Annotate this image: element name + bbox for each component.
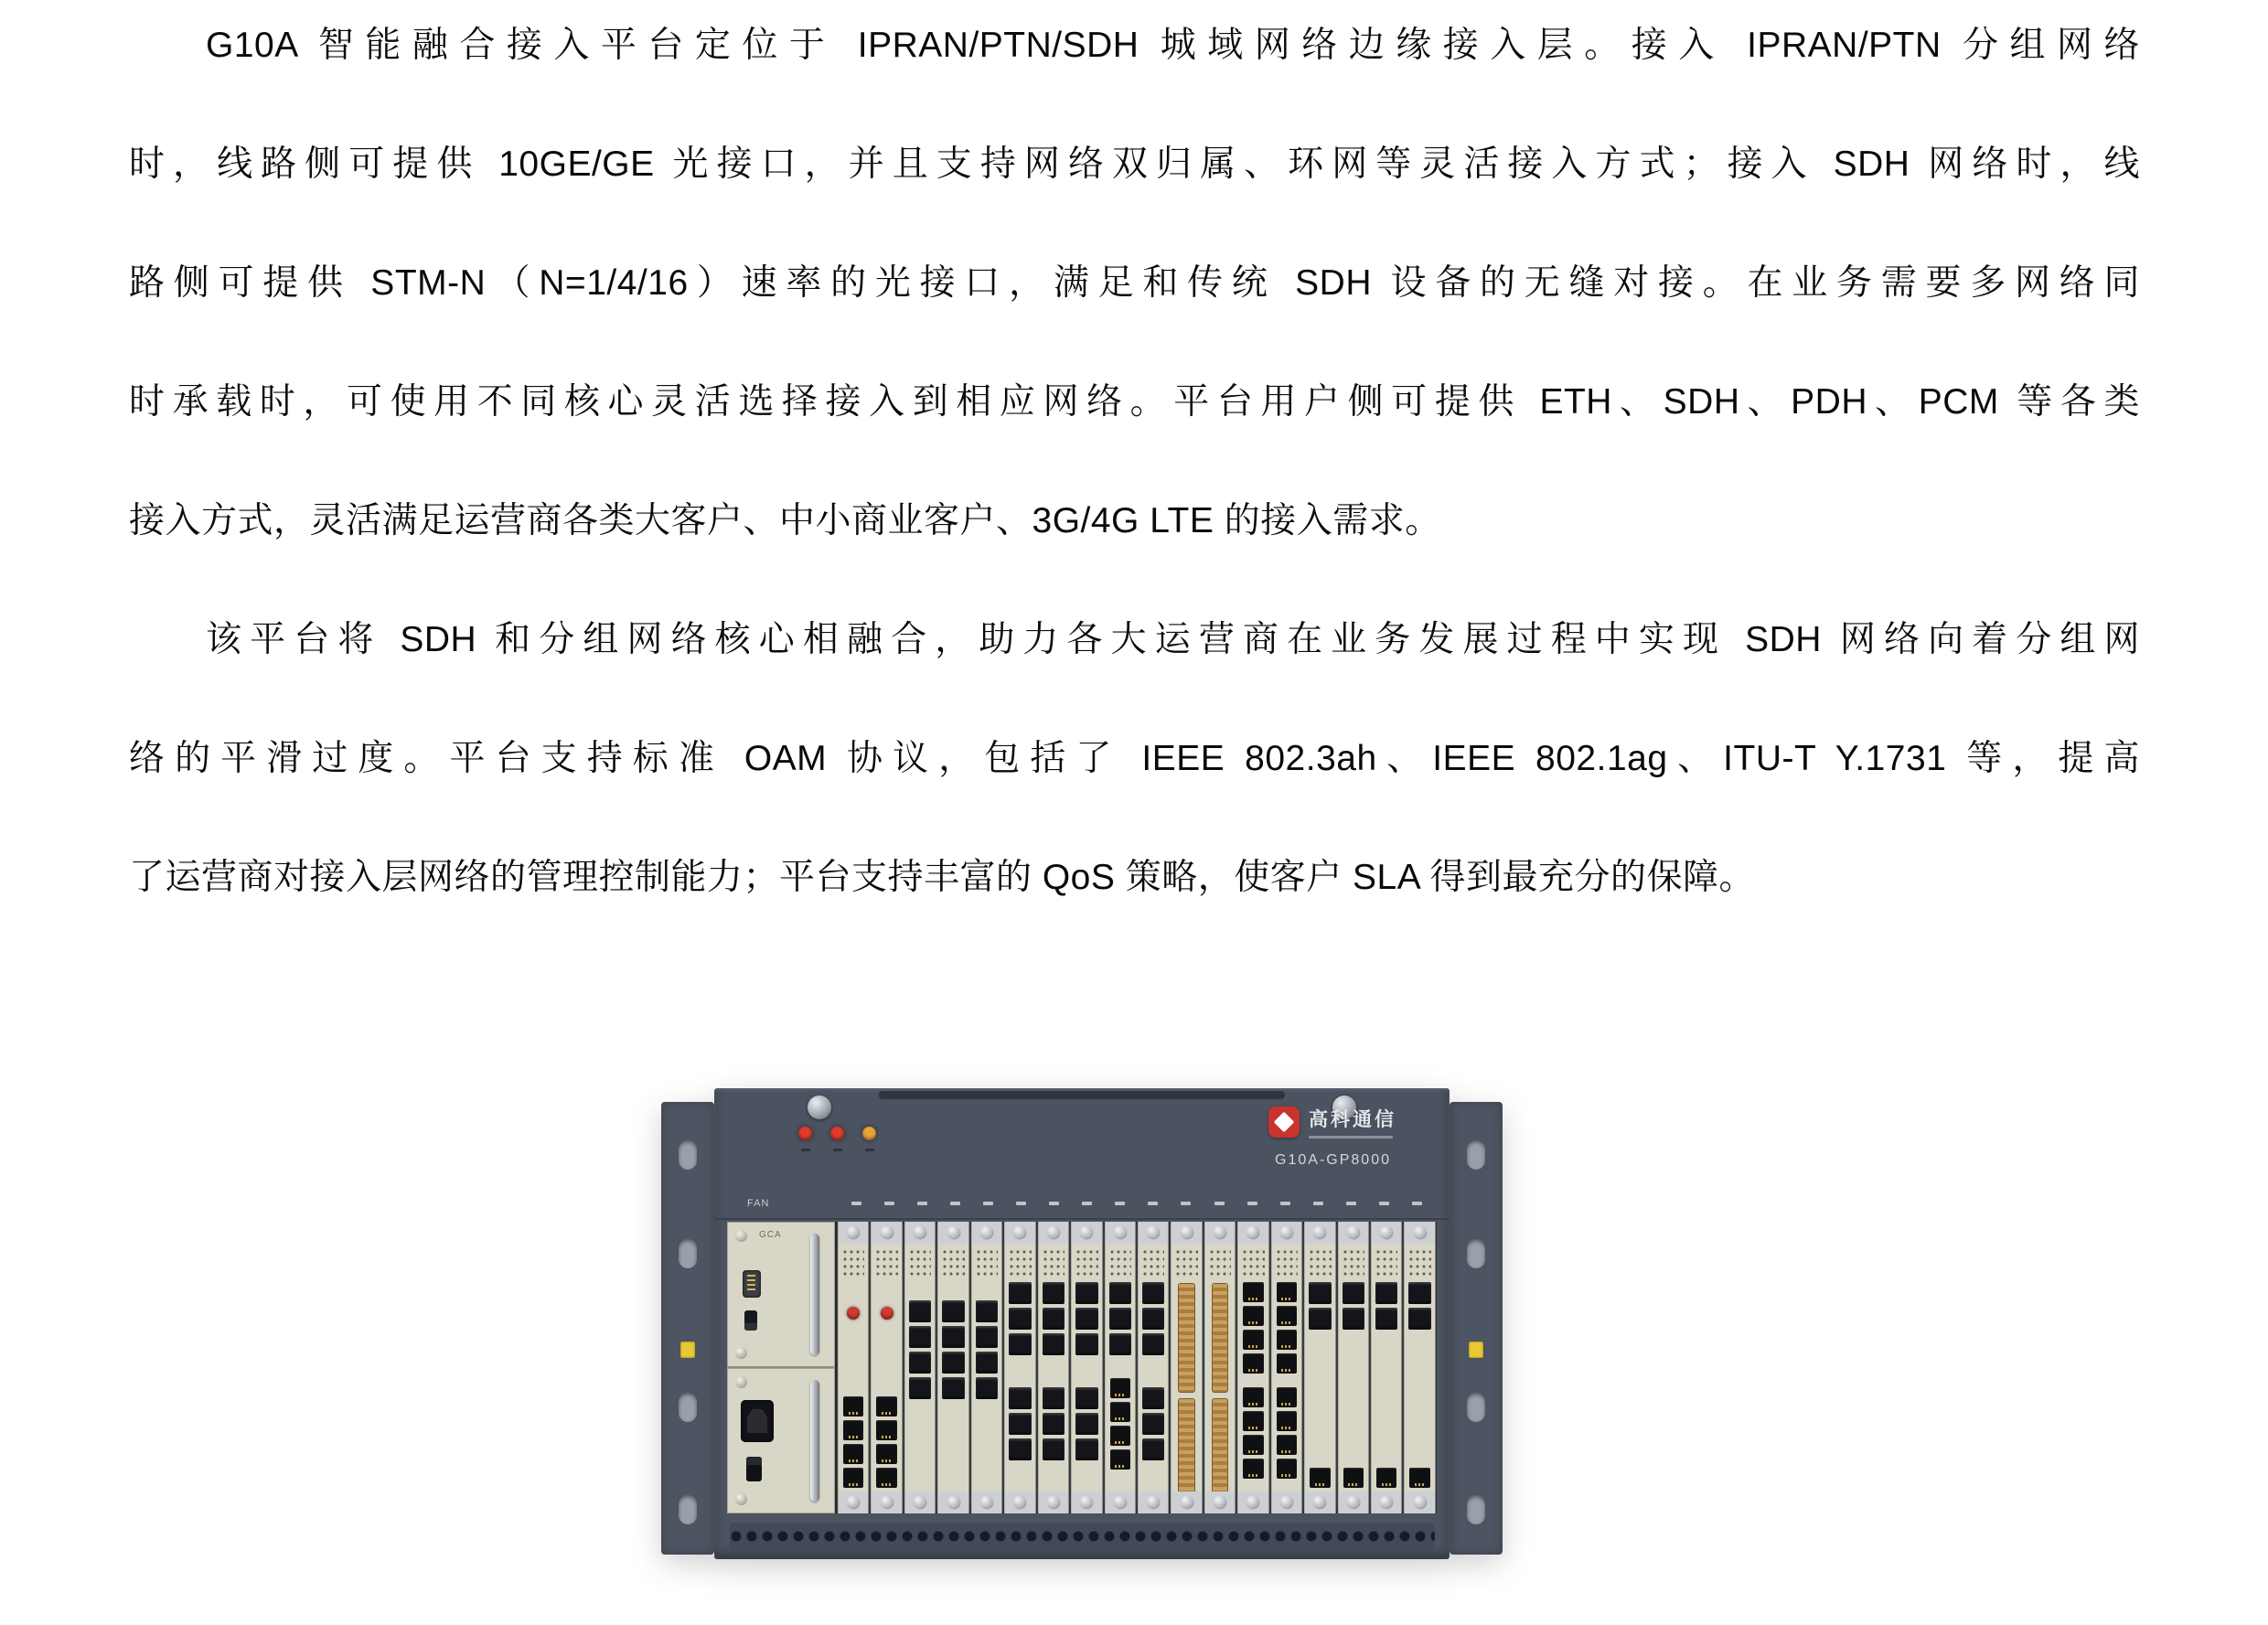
slot-tick [1412, 1202, 1422, 1205]
rj45-port-icon [1110, 1449, 1130, 1470]
chassis-front-panel [714, 1088, 1450, 1559]
top-recess [879, 1091, 1285, 1099]
card-cage [727, 1222, 1437, 1513]
rj45-port-icon [1243, 1387, 1263, 1407]
sfp-port-icon [909, 1300, 931, 1322]
card-led-grid [1109, 1249, 1131, 1277]
sfp-port-icon [1142, 1282, 1164, 1304]
slot-tick [1247, 1202, 1257, 1205]
sfp-port-icon [942, 1326, 964, 1348]
line-card-13 [1237, 1222, 1268, 1513]
rj45-port-icon [1277, 1330, 1297, 1350]
control-module-label: GCA [759, 1230, 782, 1240]
card-ejector [1171, 1222, 1201, 1244]
ac-power-inlet-icon [741, 1400, 774, 1442]
sfp-port-icon [942, 1377, 964, 1399]
slot-tick [1016, 1202, 1026, 1205]
rj45-port-icon [1277, 1353, 1297, 1374]
panel-header [714, 1101, 1450, 1192]
card-ejector [938, 1491, 968, 1513]
card-ejector [1272, 1222, 1301, 1244]
sfp-port-icon [1009, 1438, 1031, 1460]
rj45-port-icon [843, 1468, 863, 1488]
rj45-port-icon [1243, 1411, 1263, 1431]
module-handle [810, 1234, 819, 1355]
rj45-port-icon [1243, 1330, 1263, 1350]
sfp-port-icon [1043, 1438, 1064, 1460]
rj45-port-icon [1376, 1468, 1396, 1488]
rack-hole [679, 1239, 697, 1268]
slot-tick [1346, 1202, 1356, 1205]
slot-tick [1148, 1202, 1158, 1205]
rj45-port-icon [1243, 1353, 1263, 1374]
line-card-18 [1404, 1222, 1435, 1513]
panel-screw-icon [735, 1493, 747, 1505]
reset-button-icon [847, 1307, 860, 1320]
sfp-port-icon [1043, 1308, 1064, 1330]
sfp-port-icon [1408, 1308, 1430, 1330]
sfp-port-icon [1408, 1282, 1430, 1304]
panel-screw-icon [735, 1230, 747, 1242]
rj45-port-icon [1277, 1435, 1297, 1455]
sfp-port-icon [976, 1326, 998, 1348]
slot-tick [1379, 1202, 1389, 1205]
card-led-grid [1242, 1249, 1264, 1277]
card-ejector [1039, 1491, 1068, 1513]
serial-port-icon [743, 1270, 761, 1298]
rack-hole [1467, 1495, 1485, 1524]
rj45-port-icon [1277, 1459, 1297, 1479]
card-ejector [1238, 1491, 1268, 1513]
sfp-port-icon [1009, 1387, 1031, 1409]
card-led-grid [875, 1249, 897, 1277]
vent-grille [729, 1521, 1435, 1552]
slot-tick [950, 1202, 960, 1205]
sfp-port-icon [942, 1300, 964, 1322]
card-led-grid [1343, 1249, 1364, 1277]
sfp-port-icon [1142, 1438, 1164, 1460]
toggle-switch-icon [744, 1310, 757, 1331]
sfp-port-icon [909, 1377, 931, 1399]
rack-ear-right [1450, 1102, 1503, 1555]
card-ejector [872, 1491, 901, 1513]
card-ejector [1005, 1222, 1034, 1244]
card-ejector [1372, 1491, 1401, 1513]
sfp-port-icon [1075, 1333, 1097, 1355]
slot-tick [851, 1202, 861, 1205]
rj45-port-icon [1110, 1378, 1130, 1398]
brand-logo-icon [1268, 1106, 1300, 1138]
card-ejector [938, 1222, 968, 1244]
rj45-port-icon [1409, 1468, 1429, 1488]
rj45-port-icon [876, 1468, 896, 1488]
card-ejector [905, 1491, 935, 1513]
status-leds [798, 1127, 876, 1140]
sfp-port-icon [1043, 1413, 1064, 1435]
doc-line: 时承载时，可使用不同核心灵活选择接入到相应网络。平台用户侧可提供 ETH、SDH、PDH、PCM 等各类 [129, 382, 2140, 422]
sfp-port-icon [1075, 1282, 1097, 1304]
sfp-port-icon [1142, 1387, 1164, 1409]
reset-button-icon [881, 1307, 893, 1320]
sfp-port-icon [1043, 1387, 1064, 1409]
line-card-2 [871, 1222, 902, 1513]
sfp-port-icon [1142, 1333, 1164, 1355]
doc-line: G10A 智能融合接入平台定位于 IPRAN/PTN/SDH 城域网络边缘接入层。接入 IPRAN/PTN 分组网络 [206, 26, 2140, 65]
card-ejector [1205, 1222, 1235, 1244]
model-number: G10A-GP8000 [1275, 1152, 1391, 1168]
sfp-port-icon [1375, 1282, 1397, 1304]
sfp-port-icon [1075, 1387, 1097, 1409]
line-card-16 [1338, 1222, 1369, 1513]
line-card-15 [1304, 1222, 1335, 1513]
slot-number-ticks [851, 1202, 1422, 1205]
card-ejector [1171, 1491, 1201, 1513]
sfp-port-icon [1343, 1282, 1364, 1304]
fan-label: FAN [747, 1198, 770, 1209]
card-led-grid [1175, 1249, 1197, 1277]
sfp-port-icon [1075, 1438, 1097, 1460]
rack-hole [1467, 1393, 1485, 1422]
rj45-port-icon [1110, 1426, 1130, 1446]
power-control-column [727, 1222, 837, 1513]
card-ejector [1205, 1491, 1235, 1513]
led-indicator [862, 1127, 876, 1140]
sfp-port-icon [1142, 1413, 1164, 1435]
card-ejector [1305, 1491, 1334, 1513]
brand-name: 高科通信 [1309, 1109, 1396, 1130]
card-ejector [1072, 1222, 1101, 1244]
line-card-7 [1038, 1222, 1069, 1513]
card-led-grid [976, 1249, 998, 1277]
brand-tagline [1309, 1136, 1393, 1139]
card-ejector [839, 1491, 868, 1513]
rj45-port-icon [1277, 1306, 1297, 1326]
card-led-grid [1209, 1249, 1231, 1277]
sfp-port-icon [909, 1352, 931, 1374]
rj45-port-icon [1243, 1459, 1263, 1479]
card-ejector [1305, 1222, 1334, 1244]
rack-hole [679, 1393, 697, 1422]
sfp-port-icon [1142, 1308, 1164, 1330]
rj45-port-icon [1277, 1411, 1297, 1431]
card-ejector [1039, 1222, 1068, 1244]
sfp-port-icon [1043, 1282, 1064, 1304]
card-ejector [1139, 1222, 1168, 1244]
sfp-port-icon [976, 1352, 998, 1374]
card-ejector [1339, 1222, 1368, 1244]
rj45-port-icon [876, 1396, 896, 1417]
brand-block [1268, 1105, 1396, 1139]
slot-tick [1313, 1202, 1323, 1205]
rj45-port-icon [1277, 1387, 1297, 1407]
card-led-grid [942, 1249, 964, 1277]
card-led-grid [1375, 1249, 1397, 1277]
card-ejector [1238, 1222, 1268, 1244]
line-card-1 [838, 1222, 869, 1513]
rack-hole [679, 1495, 697, 1524]
slot-tick [1214, 1202, 1225, 1205]
card-ejector [1106, 1491, 1135, 1513]
rj45-port-icon [843, 1396, 863, 1417]
card-ejector [905, 1222, 935, 1244]
sfp-port-icon [1109, 1308, 1131, 1330]
rack-hole [1467, 1140, 1485, 1170]
card-ejector [1272, 1491, 1301, 1513]
sfp-port-icon [1309, 1308, 1331, 1330]
card-ejector [1339, 1491, 1368, 1513]
control-module [727, 1222, 835, 1368]
backplane-connector-icon [1212, 1398, 1228, 1495]
line-card-14 [1271, 1222, 1302, 1513]
sfp-port-icon [909, 1326, 931, 1348]
slot-label-row [714, 1196, 1450, 1220]
card-led-grid [842, 1249, 864, 1277]
slot-tick [1082, 1202, 1092, 1205]
led-indicator [798, 1127, 812, 1140]
module-handle [810, 1380, 819, 1502]
doc-line: 路侧可提供 STM-N（N=1/4/16）速率的光接口，满足和传统 SDH 设备的无缝对接。在业务需要多网络同 [129, 263, 2140, 303]
sfp-port-icon [1009, 1333, 1031, 1355]
sfp-port-icon [1109, 1282, 1131, 1304]
line-card-11 [1171, 1222, 1202, 1513]
warning-label-icon [680, 1342, 695, 1358]
slot-tick [1280, 1202, 1290, 1205]
card-ejector [1139, 1491, 1168, 1513]
product-photo [661, 1088, 1503, 1559]
sfp-port-icon [942, 1352, 964, 1374]
rj45-port-icon [1310, 1468, 1330, 1488]
ground-label-icon [1469, 1342, 1483, 1358]
line-card-5 [971, 1222, 1002, 1513]
rj45-port-icon [1243, 1306, 1263, 1326]
doc-line: 络的平滑过度。平台支持标准 OAM 协议，包括了 IEEE 802.3ah、IEEE 802.1ag、ITU-T Y.1731 等，提高 [129, 739, 2140, 778]
doc-line: 了运营商对接入层网络的管理控制能力；平台支持丰富的 QoS 策略，使客户 SLA 得到最充分的保障。 [129, 858, 1755, 897]
slot-tick [1115, 1202, 1125, 1205]
backplane-connector-icon [1178, 1283, 1194, 1393]
power-module [727, 1368, 835, 1513]
card-led-grid [1309, 1249, 1331, 1277]
rj45-port-icon [876, 1420, 896, 1440]
card-led-grid [1142, 1249, 1164, 1277]
sfp-port-icon [1009, 1282, 1031, 1304]
rj45-port-icon [1110, 1402, 1130, 1422]
card-ejector [872, 1222, 901, 1244]
card-led-grid [1075, 1249, 1097, 1277]
line-card-17 [1371, 1222, 1402, 1513]
rj45-port-icon [1243, 1435, 1263, 1455]
slot-tick [884, 1202, 894, 1205]
card-ejector [1005, 1491, 1034, 1513]
slot-tick [1049, 1202, 1059, 1205]
panel-screw-icon [735, 1376, 747, 1388]
rack-ear-left [661, 1102, 714, 1555]
sfp-port-icon [1075, 1413, 1097, 1435]
card-ejector [972, 1222, 1001, 1244]
card-led-grid [909, 1249, 931, 1277]
slot-tick [983, 1202, 993, 1205]
card-ejector [839, 1222, 868, 1244]
rj45-port-icon [1243, 1282, 1263, 1302]
line-card-10 [1138, 1222, 1169, 1513]
sfp-port-icon [1043, 1333, 1064, 1355]
rj45-port-icon [1343, 1468, 1364, 1488]
line-card-9 [1105, 1222, 1136, 1513]
rj45-port-icon [843, 1444, 863, 1464]
sfp-port-icon [976, 1377, 998, 1399]
sfp-port-icon [1009, 1308, 1031, 1330]
led-indicator [830, 1127, 844, 1140]
sfp-port-icon [1009, 1413, 1031, 1435]
sfp-port-icon [1075, 1308, 1097, 1330]
card-ejector [1072, 1491, 1101, 1513]
card-led-grid [1276, 1249, 1298, 1277]
rj45-port-icon [843, 1420, 863, 1440]
card-led-grid [1408, 1249, 1430, 1277]
slot-tick [1181, 1202, 1191, 1205]
rack-hole [1467, 1239, 1485, 1268]
line-card-12 [1204, 1222, 1236, 1513]
doc-line: 该平台将 SDH 和分组网络核心相融合，助力各大运营商在业务发展过程中实现 SDH 网络向着分组网 [206, 620, 2140, 659]
line-card-6 [1004, 1222, 1035, 1513]
body-text [129, 0, 2140, 937]
card-led-grid [1009, 1249, 1031, 1277]
power-switch-icon [746, 1457, 762, 1481]
card-ejector [1405, 1222, 1434, 1244]
line-card-4 [937, 1222, 968, 1513]
card-ejector [1405, 1491, 1434, 1513]
slot-tick [917, 1202, 927, 1205]
card-ejector [1372, 1222, 1401, 1244]
sfp-port-icon [1375, 1308, 1397, 1330]
rack-hole [679, 1140, 697, 1170]
sfp-port-icon [1309, 1282, 1331, 1304]
backplane-connector-icon [1178, 1398, 1194, 1495]
rj45-port-icon [1277, 1282, 1297, 1302]
card-slots [837, 1222, 1437, 1513]
doc-line: 接入方式，灵活满足运营商各类大客户、中小商业客户、3G/4G LTE 的接入需求。 [129, 501, 1441, 540]
sfp-port-icon [1343, 1308, 1364, 1330]
panel-screw-icon [735, 1347, 747, 1359]
sfp-port-icon [976, 1300, 998, 1322]
card-ejector [1106, 1222, 1135, 1244]
rj45-port-icon [876, 1444, 896, 1464]
card-ejector [972, 1491, 1001, 1513]
backplane-connector-icon [1212, 1283, 1228, 1393]
line-card-3 [904, 1222, 936, 1513]
card-led-grid [1043, 1249, 1064, 1277]
sfp-port-icon [1109, 1333, 1131, 1355]
line-card-8 [1071, 1222, 1102, 1513]
doc-line: 时，线路侧可提供 10GE/GE 光接口，并且支持网络双归属、环网等灵活接入方式；接入 SDH 网络时，线 [129, 144, 2140, 184]
